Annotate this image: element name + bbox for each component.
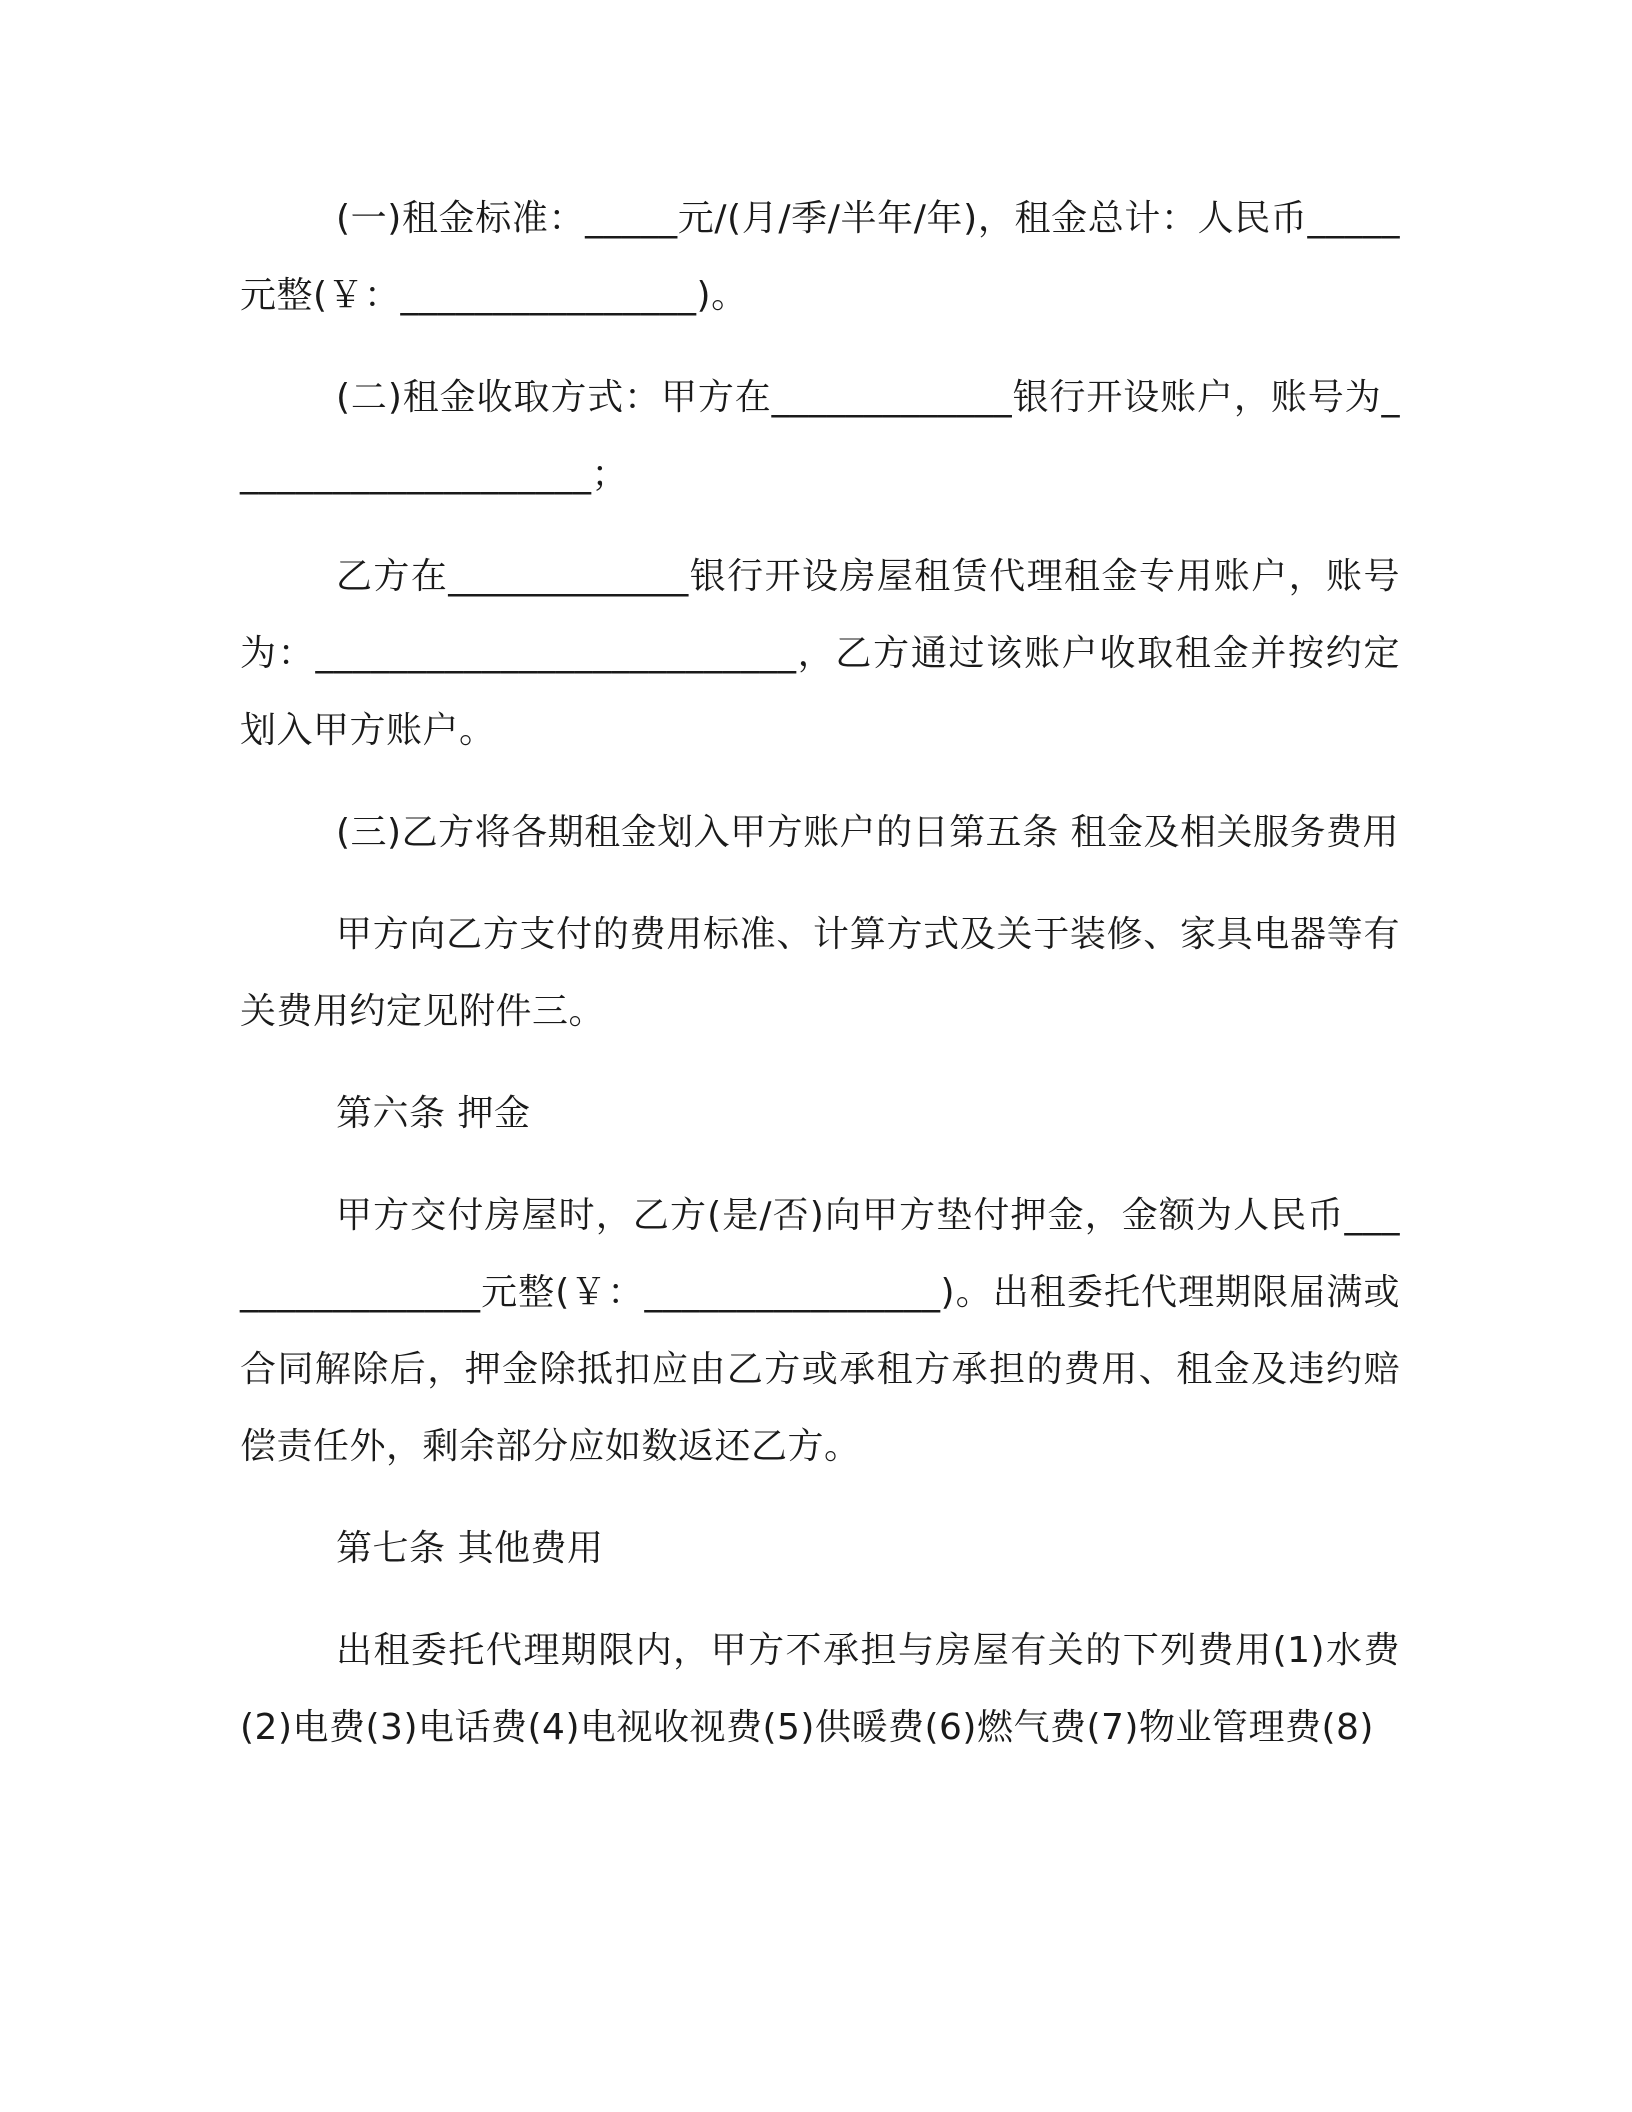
fee-standard-paragraph: 甲方向乙方支付的费用标准、计算方式及关于装修、家具电器等有关费用约定见附件三。 [240,914,1400,1032]
article-six-heading: 第六条 押金 [336,1093,531,1134]
party-b-account-paragraph: 乙方在_____________银行开设房屋租赁代理租金专用账户，账号为：__________________________，乙方通过该账户收取租金并按约定划入甲方账户。 [240,556,1400,751]
rent-collection-paragraph: (二)租金收取方式：甲方在_____________银行开设账户，账号为____________________； [240,377,1400,495]
deposit-paragraph: 甲方交付房屋时，乙方(是/否)向甲方垫付押金，金额为人民币________________元整(￥：________________)。出租委托代理期限届满或合同解除后，押金除抵扣应由乙方或承租方承担的费用、租金及违约赔偿责任外，剩余部分应如数返还乙方。 [240,1195,1400,1467]
rent-transfer-paragraph: (三)乙方将各期租金划入甲方账户的日第五条 租金及相关服务费用 [336,812,1400,853]
rent-standard-paragraph: (一)租金标准：_____元/(月/季/半年/年)，租金总计：人民币_____元整(￥：________________)。 [240,198,1400,316]
article-seven-heading: 第七条 其他费用 [336,1528,604,1569]
other-fees-paragraph: 出租委托代理期限内，甲方不承担与房屋有关的下列费用(1)水费(2)电费(3)电话费(4)电视收视费(5)供暖费(6)燃气费(7)物业管理费(8) [240,1630,1400,1748]
